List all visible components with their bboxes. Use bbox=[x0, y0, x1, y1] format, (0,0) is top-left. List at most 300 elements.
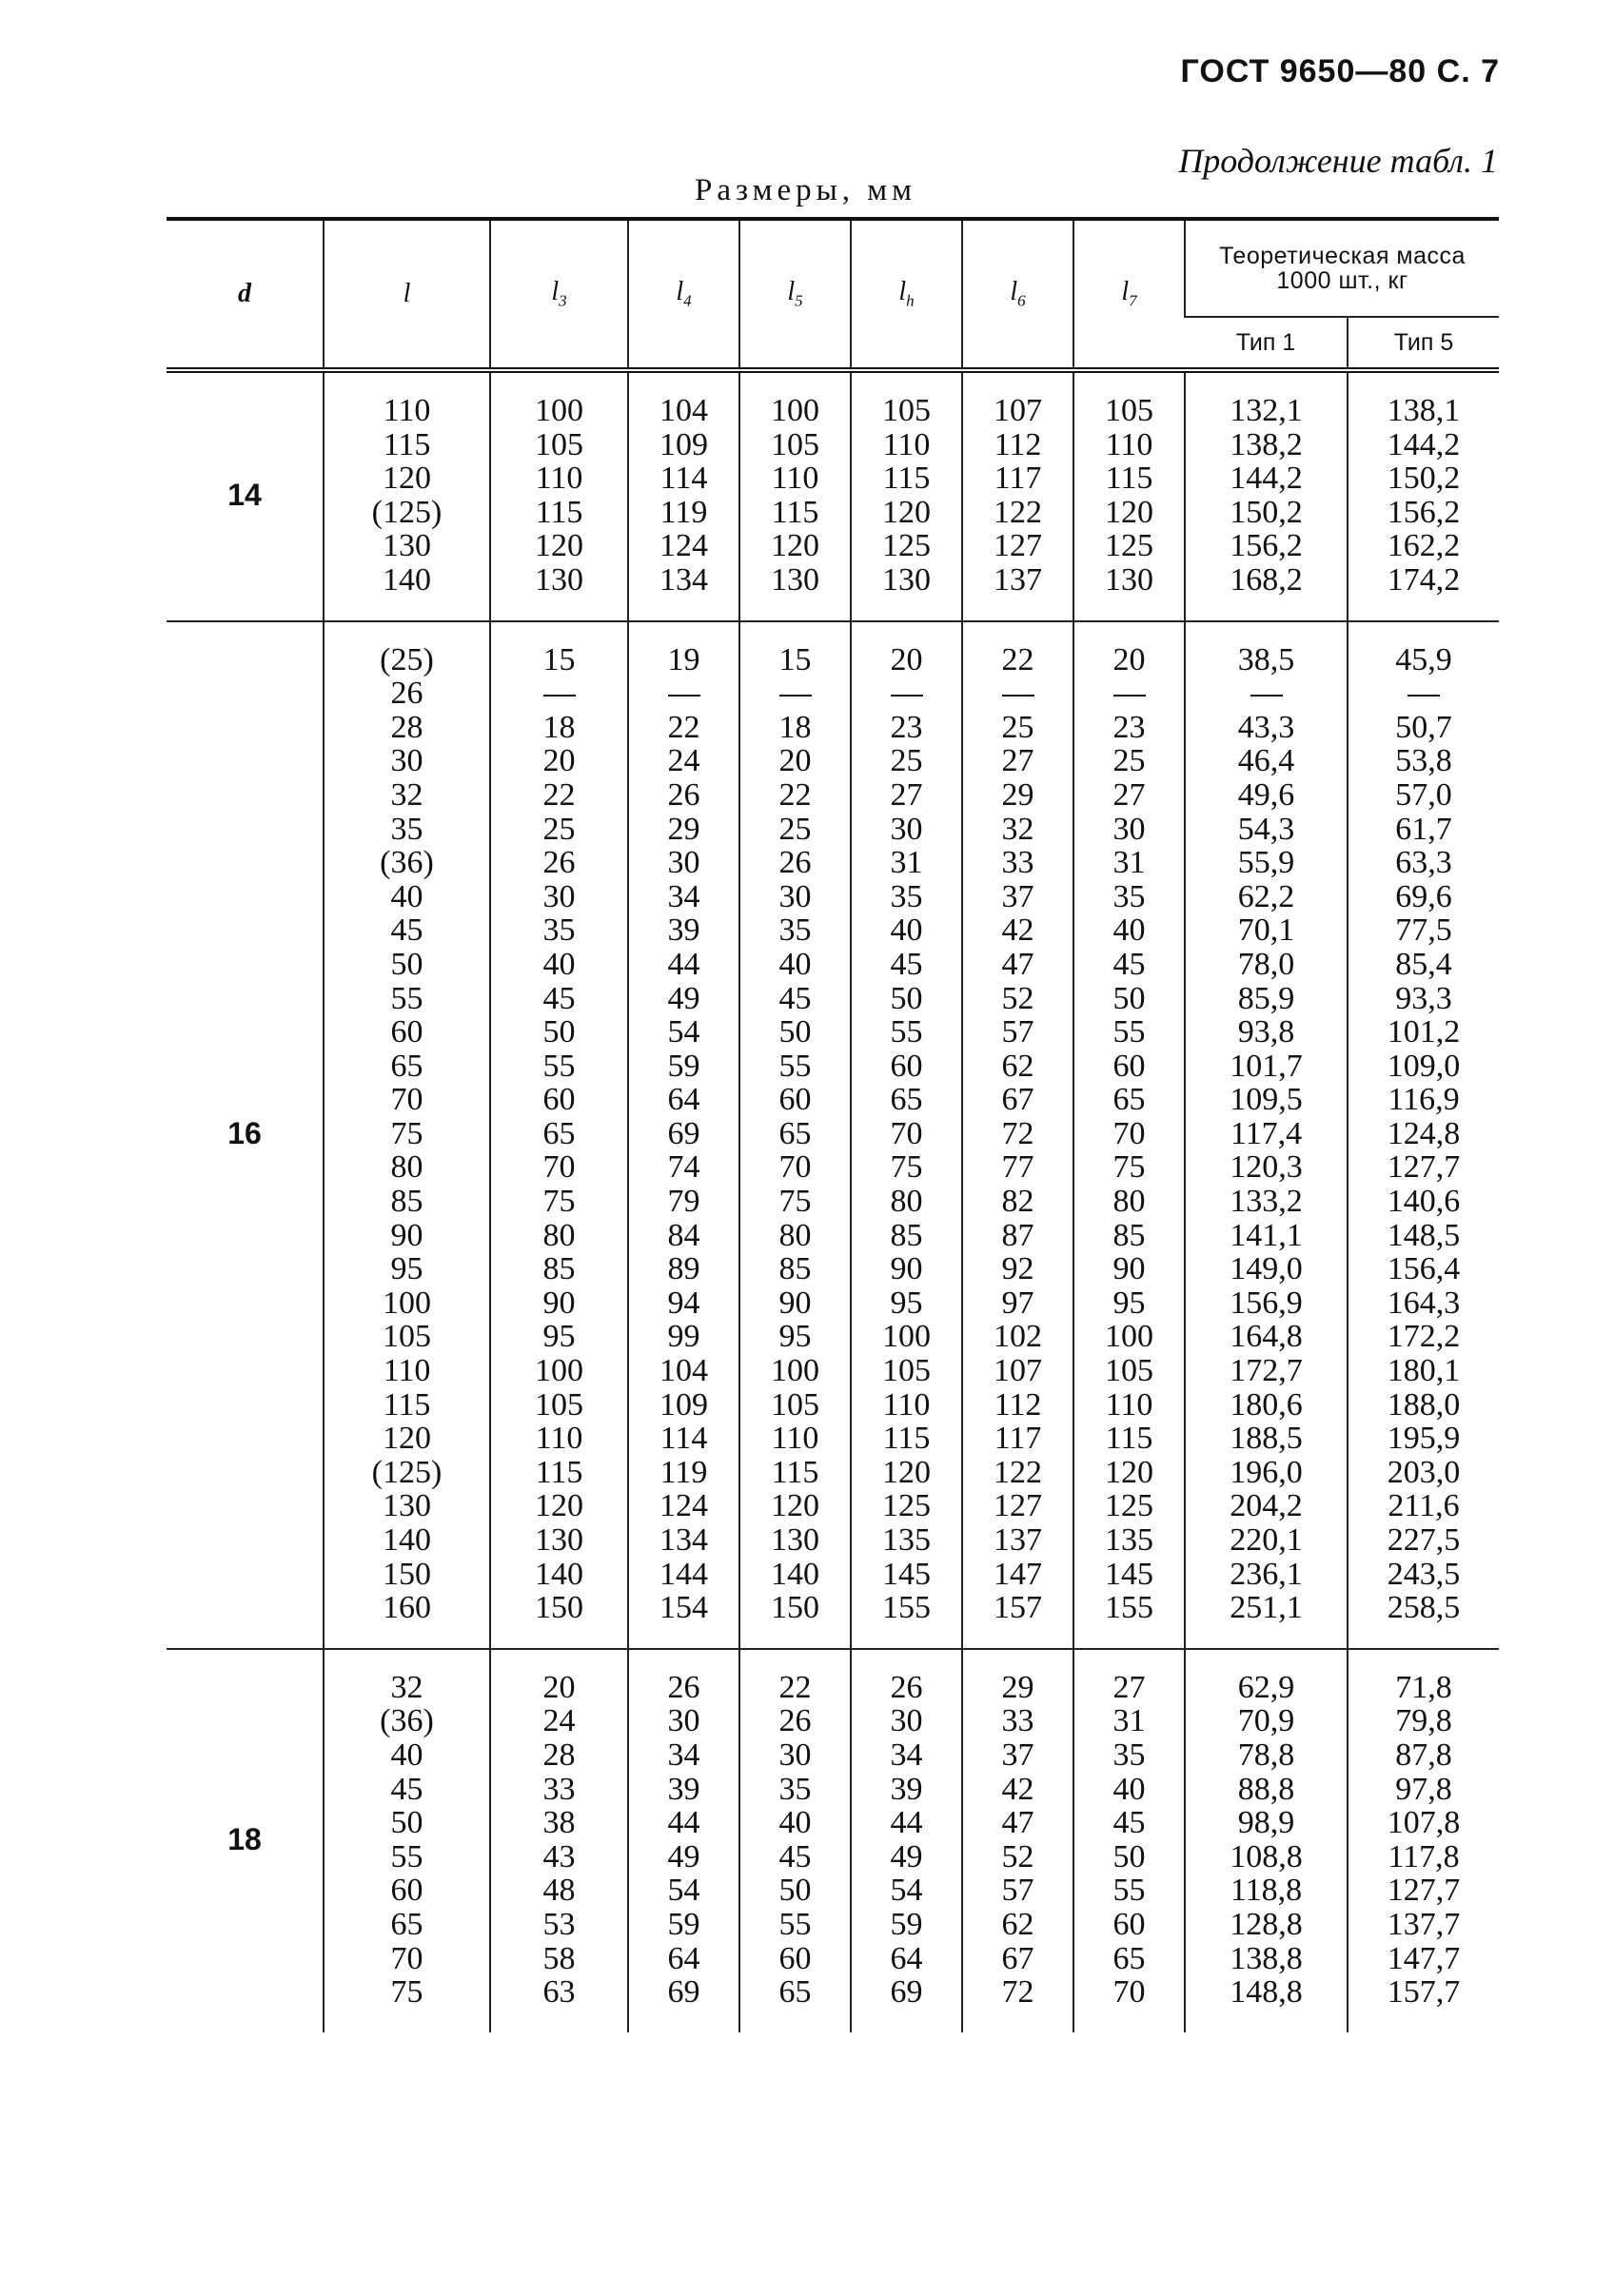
table-cell: 70 bbox=[542, 1149, 576, 1186]
table-cell: 65 bbox=[1112, 1940, 1146, 1976]
table-cell: 45 bbox=[890, 946, 923, 982]
table-cell: (125) bbox=[371, 494, 443, 530]
table-cell: 174,2 bbox=[1387, 561, 1461, 598]
table-cell: 50 bbox=[890, 980, 923, 1016]
diameter-cell: 18 bbox=[167, 1649, 324, 2032]
table-cell: 59 bbox=[667, 1048, 700, 1084]
column-header-l4: $l_4$ bbox=[628, 219, 739, 370]
table-cell: 62 bbox=[1001, 1048, 1034, 1084]
table-cell: 35 bbox=[542, 913, 576, 949]
table-cell: 85 bbox=[390, 1184, 423, 1220]
table-cell: 99 bbox=[667, 1319, 700, 1355]
table-cell: 69,6 bbox=[1395, 878, 1452, 914]
table-cell: 150,2 bbox=[1387, 461, 1461, 497]
column-l-values bbox=[324, 621, 490, 1649]
table-cell: 89 bbox=[667, 1251, 700, 1287]
column-header-theoretical-mass bbox=[1185, 219, 1499, 317]
table-cell: 74 bbox=[667, 1149, 700, 1186]
table-cell: 54,3 bbox=[1237, 811, 1295, 847]
table-cell: 156,2 bbox=[1230, 528, 1303, 564]
column-lh-values bbox=[851, 621, 962, 1649]
table-cell: 64 bbox=[890, 1940, 923, 1976]
table-cell: 49 bbox=[667, 1838, 700, 1874]
table-cell: 69 bbox=[890, 1974, 923, 2011]
table-cell: 220,1 bbox=[1230, 1522, 1303, 1558]
table-cell: 120 bbox=[1105, 1454, 1153, 1490]
table-cell: 104 bbox=[659, 1353, 708, 1389]
table-cell: 20 bbox=[542, 743, 576, 779]
table-cell: 120 bbox=[535, 1488, 583, 1524]
table-cell: 93,8 bbox=[1237, 1014, 1295, 1050]
table-cell: 65 bbox=[778, 1115, 812, 1151]
table-cell: 37 bbox=[1001, 1737, 1034, 1773]
table-cell: 60 bbox=[778, 1082, 812, 1118]
table-cell: 82 bbox=[1001, 1184, 1034, 1220]
column-mass-type5-values bbox=[1348, 1649, 1499, 2032]
column-header-l7: $l_7$ bbox=[1073, 219, 1185, 370]
table-cell: 50 bbox=[1112, 980, 1146, 1016]
column-l3-values bbox=[490, 621, 628, 1649]
table-cell: 75 bbox=[390, 1115, 423, 1151]
table-cell: 160 bbox=[383, 1590, 431, 1626]
table-cell: 80 bbox=[778, 1217, 812, 1253]
column-l3-values bbox=[490, 370, 628, 621]
table-cell: 85,4 bbox=[1395, 946, 1452, 982]
table-cell: 105 bbox=[882, 1353, 931, 1389]
table-cell: 24 bbox=[667, 743, 700, 779]
column-l4-values bbox=[628, 370, 739, 621]
table-cell: (36) bbox=[380, 1703, 434, 1739]
table-cell: 75 bbox=[1112, 1149, 1146, 1186]
table-cell: 26 bbox=[890, 1669, 923, 1705]
page-reference: ГОСТ 9650—80 С. 7 bbox=[1180, 53, 1500, 89]
table-cell: 100 bbox=[383, 1285, 431, 1321]
table-cell: 156,2 bbox=[1387, 494, 1461, 530]
dash-mark bbox=[891, 695, 923, 697]
column-l4-values bbox=[628, 621, 739, 1649]
table-cell: 55,9 bbox=[1237, 845, 1295, 881]
table-cell: 156,9 bbox=[1230, 1285, 1303, 1321]
table-cell: 148,5 bbox=[1387, 1217, 1461, 1253]
table-cell: 134 bbox=[659, 561, 708, 598]
column-header-l6: $l_6$ bbox=[962, 219, 1073, 370]
table-cell: 49,6 bbox=[1237, 776, 1295, 813]
table-cell: 78,0 bbox=[1237, 946, 1295, 982]
table-cell: 55 bbox=[1112, 1873, 1146, 1909]
table-cell: 125 bbox=[882, 1488, 931, 1524]
table-cell: 45 bbox=[390, 913, 423, 949]
table-cell: 47 bbox=[1001, 1805, 1034, 1841]
table-cell: 61,7 bbox=[1395, 811, 1452, 847]
table-cell: 50 bbox=[390, 946, 423, 982]
table-cell: 55 bbox=[778, 1048, 812, 1084]
column-header-l3: $l_3$ bbox=[490, 219, 628, 370]
table-cell: 150 bbox=[535, 1590, 583, 1626]
table-cell: 50 bbox=[778, 1873, 812, 1909]
column-mass-type5-values bbox=[1348, 370, 1499, 621]
table-cell: 30 bbox=[778, 1737, 812, 1773]
table-cell: 72 bbox=[1001, 1974, 1034, 2011]
table-group-row bbox=[167, 621, 1499, 1649]
table-cell: 15 bbox=[778, 641, 812, 677]
table-cell: 101,7 bbox=[1230, 1048, 1303, 1084]
table-cell: 47 bbox=[1001, 946, 1034, 982]
table-cell: 110 bbox=[771, 1421, 819, 1457]
table-cell: 164,3 bbox=[1387, 1285, 1461, 1321]
column-header-lh: $l_h$ bbox=[851, 219, 962, 370]
table-cell: 60 bbox=[1112, 1906, 1146, 1942]
dash-mark bbox=[543, 695, 576, 697]
column-l6-values bbox=[962, 370, 1073, 621]
table-cell: 134 bbox=[659, 1522, 708, 1558]
table-cell: 137,7 bbox=[1387, 1906, 1461, 1942]
table-cell: 144,2 bbox=[1387, 426, 1461, 462]
table-cell: 69 bbox=[667, 1974, 700, 2011]
table-cell: 23 bbox=[890, 709, 923, 745]
table-cell: 53 bbox=[542, 1906, 576, 1942]
table-cell: 124 bbox=[659, 528, 708, 564]
table-cell: 45 bbox=[542, 980, 576, 1016]
table-cell: 97 bbox=[1001, 1285, 1034, 1321]
dash-mark bbox=[779, 695, 812, 697]
table-cell: 87,8 bbox=[1395, 1737, 1452, 1773]
table-cell: 26 bbox=[667, 1669, 700, 1705]
table-cell: 75 bbox=[390, 1974, 423, 2011]
dash-mark bbox=[1002, 695, 1034, 697]
table-cell: 70,1 bbox=[1237, 913, 1295, 949]
column-l7-values bbox=[1073, 1649, 1185, 2032]
table-cell: 69 bbox=[667, 1115, 700, 1151]
table-cell: 29 bbox=[1001, 1669, 1034, 1705]
table-cell: 117,4 bbox=[1230, 1115, 1303, 1151]
table-cell: 25 bbox=[1001, 709, 1034, 745]
table-cell: 140 bbox=[535, 1556, 583, 1592]
table-cell: 137 bbox=[994, 1522, 1042, 1558]
table-cell: 85 bbox=[890, 1217, 923, 1253]
table-cell: 44 bbox=[667, 946, 700, 982]
table-cell: 40 bbox=[778, 946, 812, 982]
table-cell: 85 bbox=[1112, 1217, 1146, 1253]
table-cell: 67 bbox=[1001, 1082, 1034, 1118]
table-cell: 44 bbox=[890, 1805, 923, 1841]
table-cell: 140,6 bbox=[1387, 1184, 1461, 1220]
table-cell: 115 bbox=[771, 494, 819, 530]
table-cell: 127 bbox=[994, 1488, 1042, 1524]
table-cell: 118,8 bbox=[1230, 1873, 1303, 1909]
table-cell: 27 bbox=[1001, 743, 1034, 779]
table-cell: 119 bbox=[659, 494, 708, 530]
table-cell: 108,8 bbox=[1230, 1838, 1303, 1874]
table-cell: 98,9 bbox=[1237, 1805, 1295, 1841]
table-cell: 85 bbox=[778, 1251, 812, 1287]
table-cell: 124,8 bbox=[1387, 1115, 1461, 1151]
table-cell: 236,1 bbox=[1230, 1556, 1303, 1592]
table-cell: 115 bbox=[882, 1421, 931, 1457]
table-cell: 30 bbox=[667, 1703, 700, 1739]
table-cell: 22 bbox=[542, 776, 576, 813]
table-cell: 150 bbox=[771, 1590, 819, 1626]
table-cell: 130 bbox=[383, 1488, 431, 1524]
table-cell: 115 bbox=[1105, 461, 1153, 497]
mass-title-line1: Теоретическая масса bbox=[1219, 243, 1466, 269]
table-cell: 26 bbox=[542, 845, 576, 881]
table-cell: 37 bbox=[1001, 878, 1034, 914]
table-cell: 258,5 bbox=[1387, 1590, 1461, 1626]
table-cell: 110 bbox=[535, 1421, 583, 1457]
table-cell: 75 bbox=[778, 1184, 812, 1220]
table-cell: 62,9 bbox=[1237, 1669, 1295, 1705]
table-cell: 95 bbox=[778, 1319, 812, 1355]
table-cell: 25 bbox=[542, 811, 576, 847]
dash-mark bbox=[1407, 695, 1440, 697]
table-cell: 105 bbox=[771, 1386, 819, 1423]
column-l7-values bbox=[1073, 621, 1185, 1649]
table-cell: 122 bbox=[994, 1454, 1042, 1490]
table-cell: 28 bbox=[542, 1737, 576, 1773]
table-cell: 23 bbox=[1112, 709, 1146, 745]
table-cell: 144,2 bbox=[1230, 461, 1303, 497]
table-cell: 59 bbox=[667, 1906, 700, 1942]
table-cell: 40 bbox=[778, 1805, 812, 1841]
table-cell: 120 bbox=[882, 1454, 931, 1490]
table-cell: 32 bbox=[390, 1669, 423, 1705]
table-cell: 70 bbox=[890, 1115, 923, 1151]
table-cell: 115 bbox=[771, 1454, 819, 1490]
table-cell: 135 bbox=[1105, 1522, 1153, 1558]
table-cell: 150,2 bbox=[1230, 494, 1303, 530]
table-cell: 30 bbox=[390, 743, 423, 779]
table-cell: 90 bbox=[778, 1285, 812, 1321]
table-cell: 15 bbox=[542, 641, 576, 677]
table-cell: 20 bbox=[778, 743, 812, 779]
table-cell: 54 bbox=[667, 1873, 700, 1909]
table-cell: 35 bbox=[1112, 1737, 1146, 1773]
column-l5-values bbox=[739, 1649, 851, 2032]
table-cell: 40 bbox=[390, 878, 423, 914]
table-cell: 138,8 bbox=[1230, 1940, 1303, 1976]
table-cell: 130 bbox=[383, 528, 431, 564]
table-cell: 122 bbox=[994, 494, 1042, 530]
table-cell: 53,8 bbox=[1395, 743, 1452, 779]
table-cell: 50 bbox=[1112, 1838, 1146, 1874]
table-cell: 67 bbox=[1001, 1940, 1034, 1976]
table-cell: 100 bbox=[771, 1353, 819, 1389]
column-mass-type5-values bbox=[1348, 621, 1499, 1649]
table-cell: 43 bbox=[542, 1838, 576, 1874]
column-l7-values bbox=[1073, 370, 1185, 621]
table-group-row bbox=[167, 370, 1499, 621]
table-cell: 55 bbox=[542, 1048, 576, 1084]
table-cell: 30 bbox=[890, 811, 923, 847]
table-cell: 147 bbox=[994, 1556, 1042, 1592]
table-cell: 50 bbox=[778, 1014, 812, 1050]
table-cell: 62 bbox=[1001, 1906, 1034, 1942]
table-cell: 65 bbox=[778, 1974, 812, 2011]
table-cell: 45 bbox=[778, 1838, 812, 1874]
table-cell: 110 bbox=[1105, 426, 1153, 462]
table-cell: 35 bbox=[778, 913, 812, 949]
table-cell: 70 bbox=[1112, 1974, 1146, 2011]
table-cell: 77,5 bbox=[1395, 913, 1452, 949]
table-cell: 90 bbox=[542, 1285, 576, 1321]
table-cell: 117 bbox=[994, 461, 1042, 497]
table-cell: 78,8 bbox=[1237, 1737, 1295, 1773]
table-cell: 112 bbox=[994, 426, 1042, 462]
table-cell: 140 bbox=[771, 1556, 819, 1592]
table-cell: 34 bbox=[667, 1737, 700, 1773]
table-cell: 100 bbox=[1105, 1319, 1153, 1355]
table-cell: 105 bbox=[771, 426, 819, 462]
table-cell: 26 bbox=[778, 845, 812, 881]
table-cell: 52 bbox=[1001, 980, 1034, 1016]
table-cell: 49 bbox=[667, 980, 700, 1016]
table-cell: 120 bbox=[771, 1488, 819, 1524]
table-cell: 35 bbox=[390, 811, 423, 847]
table-cell bbox=[852, 677, 961, 711]
table-cell: 27 bbox=[1112, 1669, 1146, 1705]
table-cell: 127,7 bbox=[1387, 1149, 1461, 1186]
table-cell: 45,9 bbox=[1395, 641, 1452, 677]
table-cell: 25 bbox=[778, 811, 812, 847]
table-cell: 39 bbox=[667, 1771, 700, 1807]
table-cell: 85,9 bbox=[1237, 980, 1295, 1016]
table-cell: 90 bbox=[890, 1251, 923, 1287]
table-cell: 127 bbox=[994, 528, 1042, 564]
table-cell: (125) bbox=[371, 1454, 443, 1490]
table-cell: 64 bbox=[667, 1940, 700, 1976]
table-cell: 55 bbox=[778, 1906, 812, 1942]
table-cell: 243,5 bbox=[1387, 1556, 1461, 1592]
table-cell: 109 bbox=[659, 1386, 708, 1423]
table-cell: 30 bbox=[778, 878, 812, 914]
diameter-cell: 16 bbox=[167, 621, 324, 1649]
table-cell: 45 bbox=[778, 980, 812, 1016]
table-cell: 26 bbox=[667, 776, 700, 813]
table-cell: 70,9 bbox=[1237, 1703, 1295, 1739]
table-cell: 110 bbox=[771, 461, 819, 497]
table-cell: 130 bbox=[1105, 561, 1153, 598]
dash-mark bbox=[668, 695, 700, 697]
table-cell: 141,1 bbox=[1230, 1217, 1303, 1253]
table-cell: 104 bbox=[659, 393, 708, 428]
table-cell: 75 bbox=[542, 1184, 576, 1220]
table-cell bbox=[963, 677, 1073, 711]
dimensions-table bbox=[167, 217, 1499, 2032]
table-cell: 18 bbox=[778, 709, 812, 745]
table-cell: 148,8 bbox=[1230, 1974, 1303, 2011]
table-cell: 145 bbox=[882, 1556, 931, 1592]
table-cell: 95 bbox=[390, 1251, 423, 1287]
table-cell: 168,2 bbox=[1230, 561, 1303, 598]
table-cell: 172,7 bbox=[1230, 1353, 1303, 1389]
table-cell: 35 bbox=[1112, 878, 1146, 914]
table-cell: 90 bbox=[390, 1217, 423, 1253]
table-cell: (25) bbox=[380, 641, 434, 677]
table-cell: 90 bbox=[1112, 1251, 1146, 1287]
table-cell: 62,2 bbox=[1237, 878, 1295, 914]
table-cell: 65 bbox=[890, 1082, 923, 1118]
table-continuation-label: Продолжение табл. 1 bbox=[1178, 142, 1498, 180]
table-header bbox=[167, 219, 1499, 370]
table-cell: 125 bbox=[1105, 1488, 1153, 1524]
table-cell: 107 bbox=[994, 1353, 1042, 1389]
table-cell: 79,8 bbox=[1395, 1703, 1452, 1739]
column-l-values bbox=[324, 370, 490, 621]
table-cell: 157,7 bbox=[1387, 1974, 1461, 2011]
table-cell: 20 bbox=[542, 1669, 576, 1705]
table-cell: 100 bbox=[535, 1353, 583, 1389]
table-cell: 120 bbox=[383, 1421, 431, 1457]
table-cell: 32 bbox=[390, 776, 423, 813]
table-cell: 105 bbox=[1105, 393, 1153, 428]
table-cell: 80 bbox=[890, 1184, 923, 1220]
table-cell: 120 bbox=[535, 528, 583, 564]
table-cell: 145 bbox=[1105, 1556, 1153, 1592]
table-cell: 117 bbox=[994, 1421, 1042, 1457]
table-cell: 115 bbox=[535, 494, 583, 530]
table-cell: 42 bbox=[1001, 913, 1034, 949]
table-cell: 22 bbox=[1001, 641, 1034, 677]
table-cell: 92 bbox=[1001, 1251, 1034, 1287]
table-cell: 227,5 bbox=[1387, 1522, 1461, 1558]
table-cell: 77 bbox=[1001, 1149, 1034, 1186]
table-cell: 157 bbox=[994, 1590, 1042, 1626]
diameter-cell: 14 bbox=[227, 477, 262, 512]
table-cell: 137 bbox=[994, 561, 1042, 598]
table-cell: 29 bbox=[1001, 776, 1034, 813]
table-cell: 50 bbox=[542, 1014, 576, 1050]
table-cell: 70 bbox=[390, 1940, 423, 1976]
table-cell: 33 bbox=[1001, 845, 1034, 881]
table-cell: 25 bbox=[1112, 743, 1146, 779]
table-cell: 140 bbox=[383, 1522, 431, 1558]
table-cell: 100 bbox=[535, 393, 583, 428]
table-cell: 60 bbox=[778, 1940, 812, 1976]
table-cell: 150 bbox=[383, 1556, 431, 1592]
table-cell: 100 bbox=[882, 1319, 931, 1355]
table-cell: 124 bbox=[659, 1488, 708, 1524]
table-cell: 64 bbox=[667, 1082, 700, 1118]
table-cell: 120 bbox=[383, 461, 431, 497]
table-cell: 32 bbox=[1001, 811, 1034, 847]
table-cell: 105 bbox=[383, 1319, 431, 1355]
table-cell: 50,7 bbox=[1395, 709, 1452, 745]
mass-title-line2: 1000 шт., кг bbox=[1276, 267, 1408, 294]
table-cell: 71,8 bbox=[1395, 1669, 1452, 1705]
table-cell: 70 bbox=[390, 1082, 423, 1118]
table-cell: 30 bbox=[1112, 811, 1146, 847]
table-cell: 27 bbox=[890, 776, 923, 813]
table-cell: 49 bbox=[890, 1838, 923, 1874]
table-cell: 34 bbox=[667, 878, 700, 914]
table-cell: 54 bbox=[667, 1014, 700, 1050]
table-cell: 119 bbox=[659, 1454, 708, 1490]
table-cell: 44 bbox=[667, 1805, 700, 1841]
table-cell: 162,2 bbox=[1387, 528, 1461, 564]
table-cell: 110 bbox=[383, 393, 431, 428]
table-cell: 97,8 bbox=[1395, 1771, 1452, 1807]
table-cell: 65 bbox=[1112, 1082, 1146, 1118]
table-cell: 155 bbox=[882, 1590, 931, 1626]
column-mass-type1-values bbox=[1185, 621, 1348, 1649]
table-cell: 80 bbox=[542, 1217, 576, 1253]
table-cell: 31 bbox=[1112, 1703, 1146, 1739]
table-cell: 188,5 bbox=[1230, 1421, 1303, 1457]
table-cell: 109,0 bbox=[1387, 1048, 1461, 1084]
table-cell: 40 bbox=[1112, 913, 1146, 949]
table-cell: 33 bbox=[542, 1771, 576, 1807]
table-cell: 70 bbox=[778, 1149, 812, 1186]
